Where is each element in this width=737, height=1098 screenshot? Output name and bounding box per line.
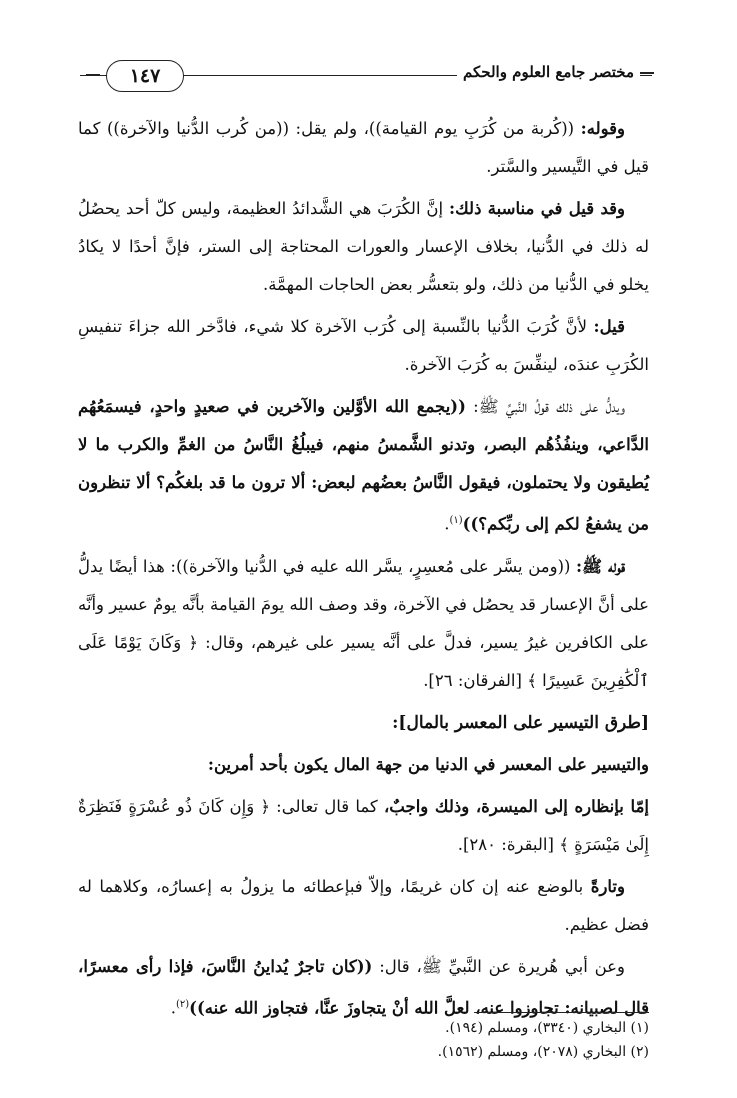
paragraph <box>78 388 649 544</box>
paragraph-lead: قيل: <box>593 317 625 336</box>
paragraph-lead: وقوله: <box>580 119 625 138</box>
footnote: (١) البخاري (٣٣٤٠)، ومسلم (١٩٤). <box>445 1020 649 1036</box>
hadith-quote: ((يجمع الله الأوَّلين والآخرين في صعيدٍ واحدٍ، فيسمَعُهُم الدَّاعي، وينفُذُهُم البصر، وتدنو الشَّمسُ منهم، فيبلُغُ النَّاسُ من الغمِّ والكرب ما لا يُطيقون ولا يحتملون، فيقول النَّاسُ بعضُهم لبعض: ألا ترون ما قد بلغكُم؟ ألا تنظرون من يشفعُ لكم إلى ربِّكم؟)) <box>78 397 649 534</box>
footnote-rule <box>474 1012 649 1013</box>
paragraph-tail: . <box>170 998 176 1017</box>
paragraph <box>78 868 649 944</box>
paragraph-tail: . <box>444 514 450 534</box>
paragraph-text: ((ومن يسَّر على مُعسِرٍ، يسَّر الله عليه في الدُّنيا والآخرة)): هذا أيضًا يدلُّ على أنَّ الإعسار قد يحصُل في الآخرة، وقد وصف الله يومَ القيامة بأنَّه يومٌ عسير وأنَّه على الكافرين غيرُ يسير، فدلَّ على أنَّه يسير على غيرهم، وقال: ﴿ وَكَانَ يَوْمًا عَلَى ٱلْكَٰفِرِينَ عَسِيرًا ﴾ [الفرقان: ٢٦]. <box>78 556 649 690</box>
paragraph <box>78 788 649 864</box>
paragraph <box>78 548 649 700</box>
footnote-marker[interactable]: (٢) <box>175 998 190 1010</box>
paragraph-lead: وتارةً <box>590 876 625 896</box>
hadith-quote: ((كان تاجرٌ يُداينُ النَّاسَ، فإذا رأى معسرًا، قال لصبيانه: تجاوزوا عنه، لعلَّ الله أنْ يتجاوزَ عنَّا، فتجاوز الله عنه)) <box>78 956 649 1017</box>
paragraph-text: ((كُربة من كُرَبِ يوم القيامة))، ولم يقل: ((من كُرب الدُّنيا والآخرة)) كما قيل في التَّيسير والسَّتر. <box>78 119 649 176</box>
section-heading: [طرق التيسير على المعسر بالمال]: <box>392 712 649 733</box>
running-title: مختصر جامع العلوم والحكم <box>457 63 640 81</box>
paragraph-text: بالوضع عنه إن كان غريمًا، وإلاّ فبإعطائه ما يزولُ به إعسارُه، وكلاهما له فضل عظيم. <box>78 876 649 934</box>
footnote-marker[interactable]: (١) <box>449 515 463 526</box>
paragraph-text: لأنَّ كُرَبَ الدُّنيا بالنِّسبة إلى كُرَب الآخرة كلا شيء، فادَّخر الله جزاءَ تنفيسِ الكُرَبِ عندَه، لينفِّسَ به كُرَبَ الآخرة. <box>78 317 649 374</box>
footnote: (٢) البخاري (٢٠٧٨)، ومسلم (١٥٦٢). <box>437 1044 649 1060</box>
main-text <box>78 110 649 1031</box>
paragraph-text: والتيسير على المعسر في الدنيا من جهة المال يكون بأحد أمرين: <box>207 754 649 774</box>
paragraph-lead: ويدلُّ على ذلك قولُ النَّبيِّ ﷺ: <box>473 397 625 416</box>
footnotes <box>300 1016 649 1064</box>
header-dash-left <box>86 74 100 76</box>
paragraph-text: إنَّ الكُرَبَ هي الشَّدائدُ العظيمة، وليس كلّ أحد يحصُلُ له ذلك في الدُّنيا، بخلاف الإعسار والعورات المحتاجة إلى الستر، فإنَّ أحدًا لا يكادُ يخلو في الدُّنيا من ذلك، ولو بتعسُّر بعض الحاجات المهمَّة. <box>78 199 649 294</box>
paragraph-lead: قوله ﷺ: <box>576 556 626 576</box>
paragraph <box>78 190 649 304</box>
paragraph <box>78 110 649 186</box>
paragraph-text: كما قال تعالى: ﴿ وَإِن كَانَ ذُو عُسْرَةٍ فَنَظِرَةٌ إِلَىٰ مَيْسَرَةٍ ﴾ [البقرة: ٢٨٠]. <box>78 796 649 854</box>
page-header <box>80 52 652 96</box>
page-number: ١٤٧ <box>106 60 184 92</box>
paragraph-lead: وقد قيل في مناسبة ذلك: <box>449 199 625 218</box>
paragraph-lead: وعن أبي هُريرة عن النَّبيِّ ﷺ، قال: <box>379 956 625 976</box>
paragraph <box>78 308 649 384</box>
paragraph-lead: إمّا بإنظاره إلى الميسرة، وذلك واجبٌ، <box>383 796 650 816</box>
paragraph <box>78 746 649 784</box>
header-dash-right <box>640 72 654 74</box>
